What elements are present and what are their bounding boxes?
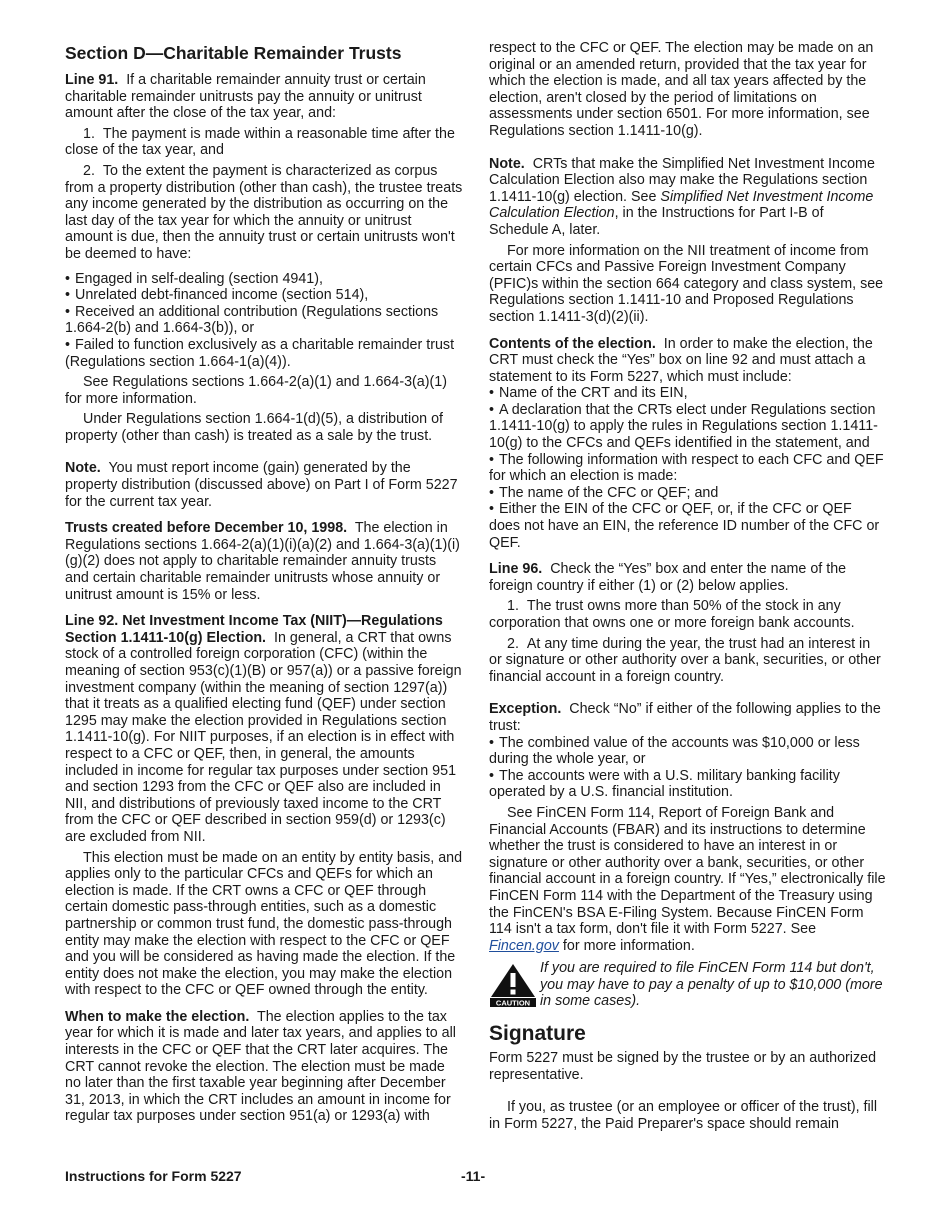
list-item: • Failed to function exclusively as a charitable remainder trust (Regulations section 1.664-1(a)(4)).: [65, 337, 463, 370]
note-text: You must report income (gain) generated by the property distribution (discussed above) on Part I of Form 5227 for the current tax year.: [65, 460, 458, 510]
nii-paragraph: For more information on the NII treatment of income from certain CFCs and Passive Foreign Investment Company (PFIC)s within the section 664 category and class system, see Regulations section 1.1411-10 and Proposed Regulations section 1.1411-3(d)(2)(ii).: [489, 242, 884, 325]
list-item: • Name of the CRT and its EIN,: [489, 385, 886, 402]
fincen-text: See FinCEN Form 114, Report of Foreign Bank and Financial Accounts (FBAR) and its instructions to determine whether the trust is considered to have an interest in or signature or other authority over a bank, securities, or other financial account in a foreign country. If “Yes,” electronically file FinCEN Form 114 with the Department of the Treasury using the FinCEN's BSA E-Filing System. Because FinCEN Form 114 isn't a tax form, don't file it with Form 5227. See: [489, 804, 886, 938]
note-paragraph: [65, 460, 463, 510]
note-text: CRTs that make the Simplified Net Investment Income Calculation Election also may make the Regulations section 1.1411-10(g) election. See: [489, 155, 875, 205]
line96-heading: Line 96.: [489, 561, 543, 578]
when-text: The election applies to the tax year for which it is made and later tax years, and applies to all interests in the CFC or QEF that the CRT later acquires. The CRT cannot revoke the election. The election must be made no later than the first taxable year beginning after December 31, 2013, in which the CRT includes an amount in income for regular tax purposes under section 951(a) or 1293(a) with: [65, 1008, 456, 1125]
deemed-list: [65, 271, 463, 371]
list-item: • A declaration that the CRTs elect under Regulations section 1.1411-10(g) to apply the rules in Regulations section 1.1411-10(g) to the CFCs and QEFs identified in the statement, and: [489, 402, 886, 452]
list-item: • The combined value of the accounts was $10,000 or less during the whole year, or: [489, 735, 886, 768]
contents-text: In order to make the election, the CRT must check the “Yes” box on line 92 and must attach a statement to its Form 5227, which must include:: [489, 335, 873, 385]
list-item: • Unrelated debt-financed income (section 514),: [65, 287, 463, 304]
signature-title: Signature: [489, 1022, 586, 1046]
exception-paragraph: [489, 701, 886, 734]
list-item: • Engaged in self-dealing (section 4941),: [65, 271, 463, 288]
footer-form-name: Instructions for Form 5227: [65, 1168, 242, 1184]
footer-page-number: -11-: [461, 1168, 486, 1184]
caution-text: If you are required to file FinCEN Form 114 but don't, you may have to pay a penalty of up to $10,000 (more in some cases).: [540, 960, 883, 1010]
under-regs-paragraph: Under Regulations section 1.664-1(d)(5), a distribution of property (other than cash) is treated as a sale by the trust.: [65, 411, 443, 444]
line91-text: If a charitable remainder annuity trust or certain charitable remainder unitrusts pay the annuity or unitrust amount after the close of the tax year, and:: [65, 72, 426, 122]
when-paragraph: [65, 1009, 463, 1125]
crt-note-paragraph: [489, 156, 886, 239]
note-italic-reference: Simplified Net Investment Income Calculation Election: [489, 188, 874, 222]
list-item: • Either the EIN of the CFC or QEF, or, if the CFC or QEF does not have an EIN, the reference ID number of the CFC or QEF.: [489, 501, 886, 551]
contents-heading: Contents of the election.: [489, 335, 656, 352]
see-regs-paragraph: See Regulations sections 1.664-2(a)(1) and 1.664-3(a)(1) for more information.: [65, 374, 447, 407]
election-paragraph: This election must be made on an entity by entity basis, and applies only to the particular CFCs and QEFs for which an election is made. If the CRT owns a CFC or QEF through certain domestic pass-through entities, such as a domestic partnership or common trust fund, the domestic pass-through entity may make the election with respect to the CFC or QEF and you will be considered as having made the election. If the entity does not make the election, you may make the election with respect to the CFC or QEF owned through the entity.: [65, 849, 463, 999]
fincen-paragraph: [489, 805, 886, 954]
line91-paragraph: [65, 72, 463, 122]
signature-paragraph-2: If you, as trustee (or an employee or officer of the trust), fill in Form 5227, the Paid Preparer's space should remain: [489, 1099, 878, 1132]
caution-icon: [489, 963, 537, 1007]
exception-list: [489, 735, 886, 801]
section-title: Section D—Charitable Remainder Trusts: [65, 43, 402, 63]
contents-paragraph: [489, 336, 886, 386]
list-item: • The accounts were with a U.S. military banking facility operated by a U.S. financial institution.: [489, 768, 886, 801]
line96-text: Check the “Yes” box and enter the name of the foreign country if either (1) or (2) below applies.: [489, 561, 847, 594]
line96-paragraph: [489, 561, 886, 594]
right-column: [489, 40, 886, 1132]
note-heading: Note.: [489, 155, 525, 172]
trusts-created-text: The election in Regulations sections 1.664-2(a)(1)(i)(a)(2) and 1.664-3(a)(1)(i)(g)(2) does not apply to charitable remainder annuity trusts and certain charitable remainder unitrusts whose annuity or unitrust amount is 15% or less.: [65, 520, 460, 603]
exception-heading: Exception.: [489, 701, 562, 718]
exception-text: Check “No” if either of the following applies to the trust:: [489, 701, 881, 734]
contents-list: [489, 385, 886, 551]
line92-text: In general, a CRT that owns stock of a controlled foreign corporation (CFC) (within the meaning of section 953(c)(1)(B) or 957(a)) or a passive foreign investment company (within the meaning of section 1297(a)) that it treats as a qualified electing fund (QEF) under section 1295 may make the election provided in Regulations section 1.1411-10(g). For NIIT purposes, if an election is in effect with respect to a CFC or QEF, then, in general, the amounts included in income for regular tax purposes under section 951 and section 1293 from the CFC or QEF also are included in NII, and distributions of previously taxed income to the CRT from the CFC or QEF described in section 959(d) or 1293(c) are excluded from NII.: [65, 629, 462, 845]
line91-heading: Line 91.: [65, 72, 119, 88]
when-heading: When to make the election.: [65, 1008, 250, 1025]
signature-paragraph: Form 5227 must be signed by the trustee or by an authorized representative.: [489, 1050, 877, 1083]
note-heading: Note.: [65, 460, 101, 477]
fincen-tail: for more information.: [558, 937, 695, 954]
left-column: [65, 40, 463, 1125]
line92-heading: Line 92. Net Investment Income Tax (NIIT)—Regulations Section 1.1411-10(g) Election.: [65, 613, 443, 646]
line96-condition-1: 1. The trust owns more than 50% of the stock in any corporation that owns one or more foreign bank accounts.: [489, 598, 855, 631]
caution-label: CAUTION: [495, 998, 531, 1008]
continuation-paragraph: respect to the CFC or QEF. The election may be made on an original or an amended return, provided that the tax year for which the election is made, and all tax years affected by the election, aren't closed by the period of limitations on assessments under section 6501. For more information, see Regulations section 1.1411-10(g).: [489, 40, 874, 139]
list-item: • The name of the CFC or QEF; and: [489, 485, 886, 502]
trusts-created-paragraph: [65, 520, 463, 603]
fincen-link[interactable]: Fincen.gov: [489, 937, 559, 954]
condition-2: 2. To the extent the payment is characterized as corpus from a property distribution (other than cash), the trustee treats any income generated by the distribution as occurring on the last day of the tax year for which the annuity or unitrust amount is due, then the annuity trust or certain unitrusts won't be deemed to have:: [65, 162, 463, 262]
caution-box: [489, 960, 886, 1010]
condition-1: 1. The payment is made within a reasonable time after the close of the tax year, and: [65, 125, 455, 159]
note-text-tail: , in the Instructions for Part I-B of Schedule A, later.: [489, 205, 824, 238]
line92-paragraph: [65, 613, 463, 845]
trusts-created-heading: Trusts created before December 10, 1998.: [65, 520, 348, 537]
list-item: • Received an additional contribution (Regulations sections 1.664-2(b) and 1.664-3(b)), or: [65, 304, 463, 337]
list-item: • The following information with respect to each CFC and QEF for which an election is made:: [489, 452, 886, 485]
line96-condition-2: 2. At any time during the year, the trust had an interest in or signature or other authority over a bank, securities, or other financial account in a foreign country.: [489, 635, 881, 685]
